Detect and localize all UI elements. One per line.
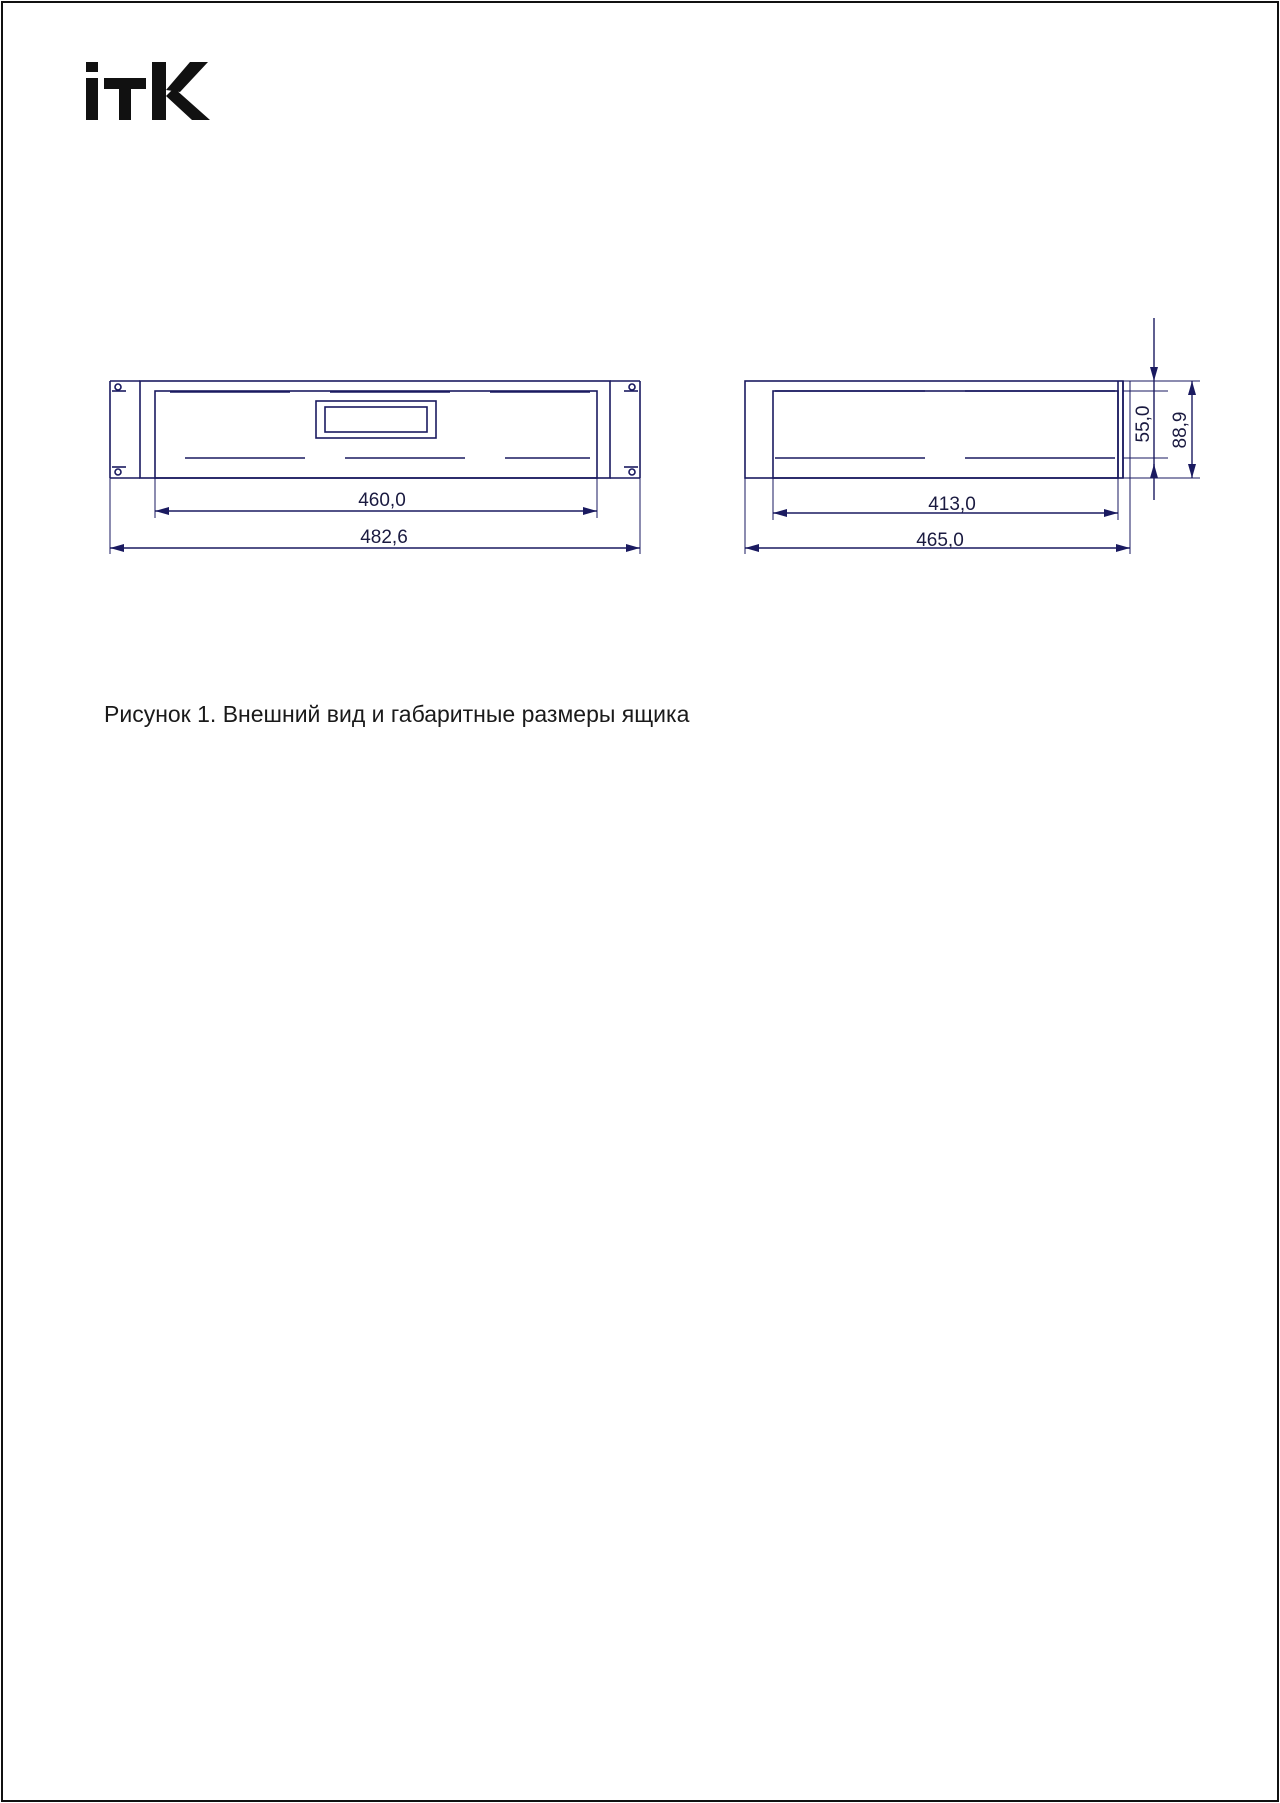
technical-drawing bbox=[0, 0, 1280, 600]
side-inner-height-label: 55,0 bbox=[1133, 405, 1154, 443]
side-outer-height-label: 88,9 bbox=[1170, 411, 1191, 449]
figure-caption: Рисунок 1. Внешний вид и габаритные размеры ящика bbox=[104, 701, 690, 727]
front-outer-width-label: 482,6 bbox=[360, 527, 408, 548]
side-view bbox=[745, 318, 1200, 554]
front-inner-width-label: 460,0 bbox=[358, 490, 406, 511]
side-outer-depth-label: 465,0 bbox=[916, 530, 964, 551]
side-inner-depth-label: 413,0 bbox=[928, 494, 976, 515]
